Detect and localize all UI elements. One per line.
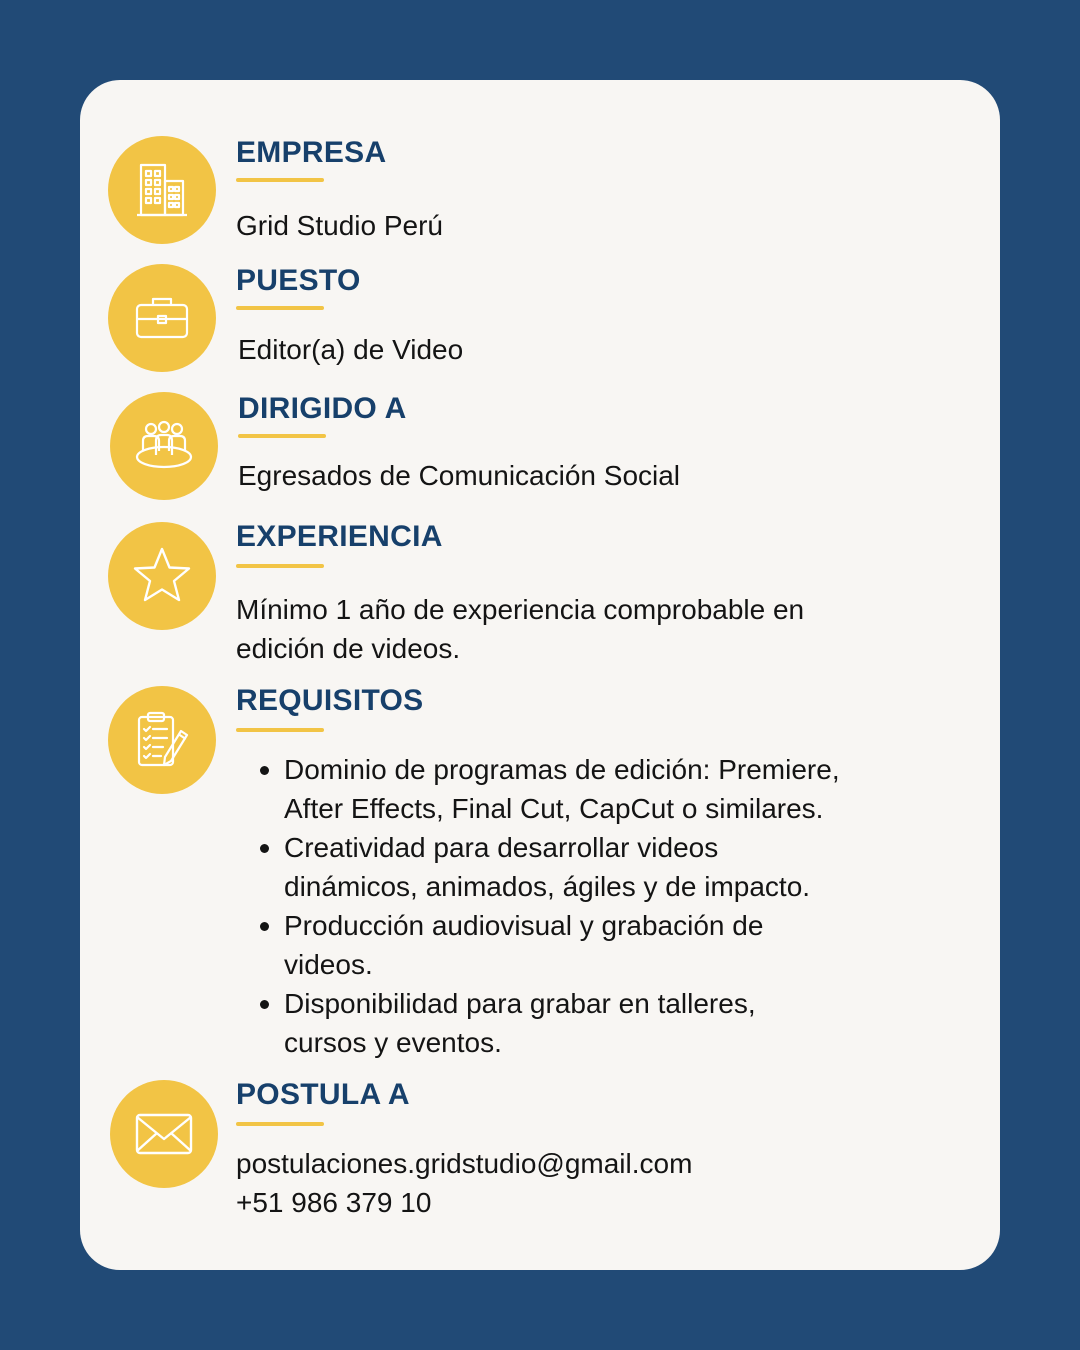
company-name: Grid Studio Perú bbox=[236, 210, 443, 241]
building-icon bbox=[108, 136, 216, 244]
requirements-list bbox=[256, 750, 840, 1062]
section-heading-postula: POSTULA A bbox=[236, 1078, 410, 1111]
heading-underline bbox=[236, 178, 324, 182]
experience-line: Mínimo 1 año de experiencia comprobable en bbox=[236, 594, 805, 625]
list-item-line: videos. bbox=[284, 949, 373, 980]
heading-underline bbox=[236, 306, 324, 310]
heading-underline bbox=[236, 1122, 324, 1126]
section-heading-experiencia: EXPERIENCIA bbox=[236, 520, 443, 553]
list-item-line: Dominio de programas de edición: Premiere, bbox=[284, 754, 840, 785]
section-heading-empresa: EMPRESA bbox=[236, 136, 387, 169]
list-item bbox=[256, 828, 840, 906]
job-posting-card bbox=[80, 80, 1000, 1270]
briefcase-icon bbox=[108, 264, 216, 372]
section-heading-puesto: PUESTO bbox=[236, 264, 361, 297]
experience-text bbox=[236, 590, 804, 668]
list-item-line: After Effects, Final Cut, CapCut o similares. bbox=[284, 793, 824, 824]
heading-underline bbox=[238, 434, 326, 438]
list-item-line: Disponibilidad para grabar en talleres, bbox=[284, 988, 756, 1019]
experience-line: edición de videos. bbox=[236, 633, 461, 664]
people-icon bbox=[110, 392, 218, 500]
section-heading-dirigido: DIRIGIDO A bbox=[238, 392, 407, 425]
envelope-icon bbox=[110, 1080, 218, 1188]
contact-email[interactable]: postulaciones.gridstudio@gmail.com bbox=[236, 1148, 693, 1179]
list-item bbox=[256, 906, 840, 984]
section-heading-requisitos: REQUISITOS bbox=[236, 684, 424, 717]
list-item-line: dinámicos, animados, ágiles y de impacto. bbox=[284, 871, 811, 902]
position-title: Editor(a) de Video bbox=[238, 334, 464, 365]
heading-underline bbox=[236, 728, 324, 732]
contact-info bbox=[236, 1144, 692, 1222]
star-icon bbox=[108, 522, 216, 630]
clipboard-checklist-icon bbox=[108, 686, 216, 794]
list-item-line: cursos y eventos. bbox=[284, 1027, 502, 1058]
contact-phone[interactable]: +51 986 379 10 bbox=[236, 1187, 432, 1218]
list-item-line: Producción audiovisual y grabación de bbox=[284, 910, 764, 941]
heading-underline bbox=[236, 564, 324, 568]
list-item-line: Creatividad para desarrollar videos bbox=[284, 832, 719, 863]
list-item bbox=[256, 984, 840, 1062]
target-audience: Egresados de Comunicación Social bbox=[238, 460, 681, 491]
list-item bbox=[256, 750, 840, 828]
